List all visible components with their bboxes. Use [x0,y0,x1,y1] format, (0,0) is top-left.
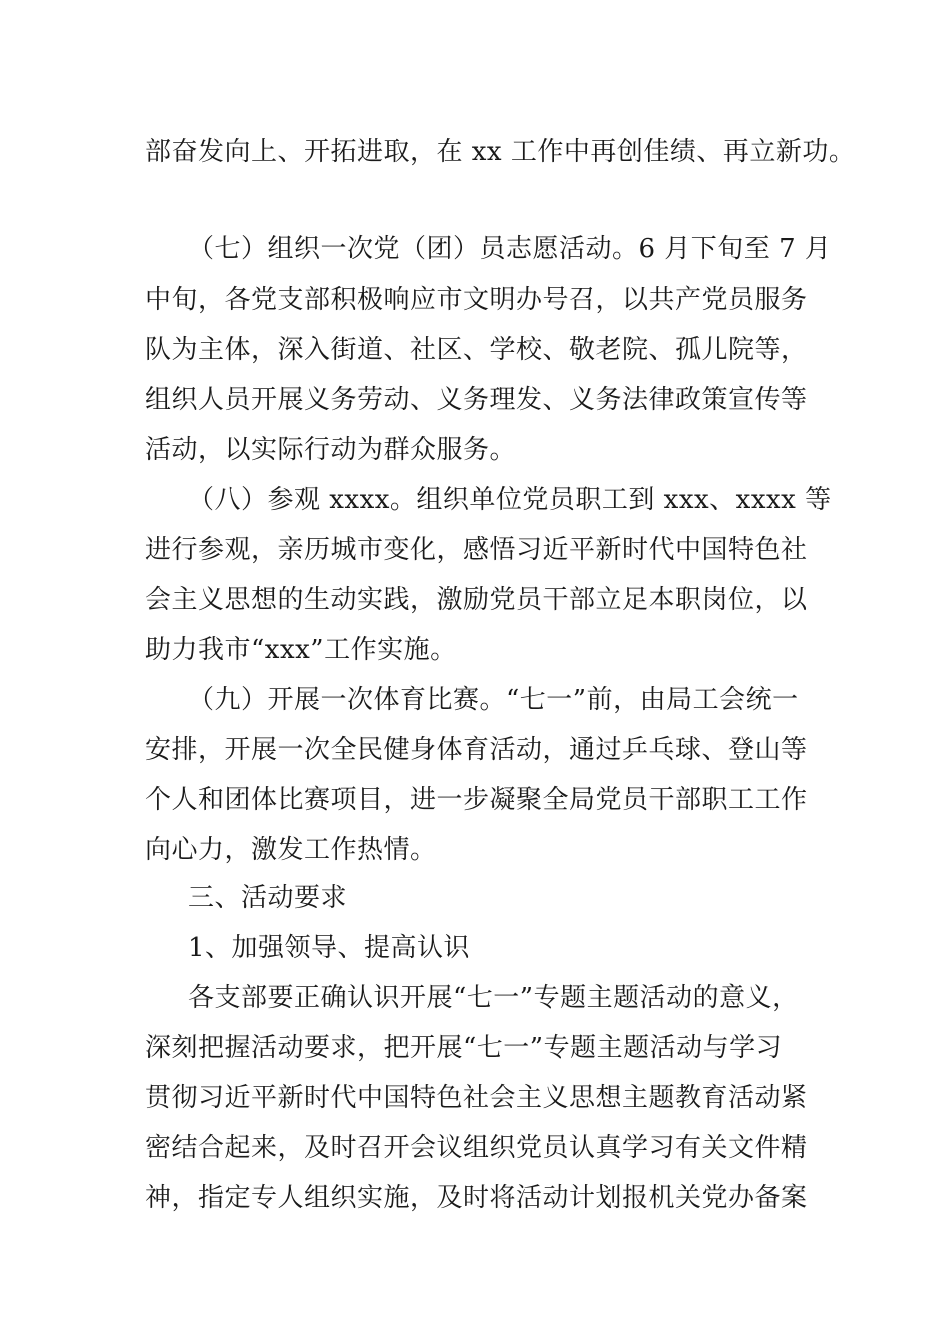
subsection-heading: 1、加强领导、提高认识 [188,933,471,963]
text-line: 深刻把握活动要求，把开展“七一”专题主题活动与学习 [145,1033,783,1063]
text-line: 队为主体，深入街道、社区、学校、敬老院、孤儿院等， [145,335,808,365]
text-line: 向心力，激发工作热情。 [145,835,437,865]
text-line: 贯彻习近平新时代中国特色社会主义思想主题教育活动紧 [145,1083,808,1113]
text-line: 活动，以实际行动为群众服务。 [145,435,517,465]
text-line: （九）开展一次体育比赛。“七一”前，由局工会统一 [188,685,799,715]
text-line: 部奋发向上、开拓进取，在 xx 工作中再创佳绩、再立新功。 [145,137,856,167]
text-line: （七）组织一次党（团）员志愿活动。6 月下旬至 7 月 [188,234,832,264]
text-line: 个人和团体比赛项目，进一步凝聚全局党员干部职工工作 [145,785,808,815]
text-line: 密结合起来，及时召开会议组织党员认真学习有关文件精 [145,1133,808,1163]
text-line: 各支部要正确认识开展“七一”专题主题活动的意义， [188,983,799,1013]
text-line: 组织人员开展义务劳动、义务理发、义务法律政策宣传等 [145,385,808,415]
text-line: 中旬，各党支部积极响应市文明办号召，以共产党员服务 [145,285,808,315]
text-line: 助力我市“xxx”工作实施。 [145,635,457,665]
text-line: （八）参观 xxxx。组织单位党员职工到 xxx、xxxx 等 [188,485,832,515]
text-line: 会主义思想的生动实践，激励党员干部立足本职岗位，以 [145,585,808,615]
text-line: 进行参观，亲历城市变化，感悟习近平新时代中国特色社 [145,535,808,565]
section-heading: 三、活动要求 [188,883,348,913]
text-line: 神，指定专人组织实施，及时将活动计划报机关党办备案 [145,1183,808,1213]
text-line: 安排，开展一次全民健身体育活动，通过乒乓球、登山等 [145,735,808,765]
